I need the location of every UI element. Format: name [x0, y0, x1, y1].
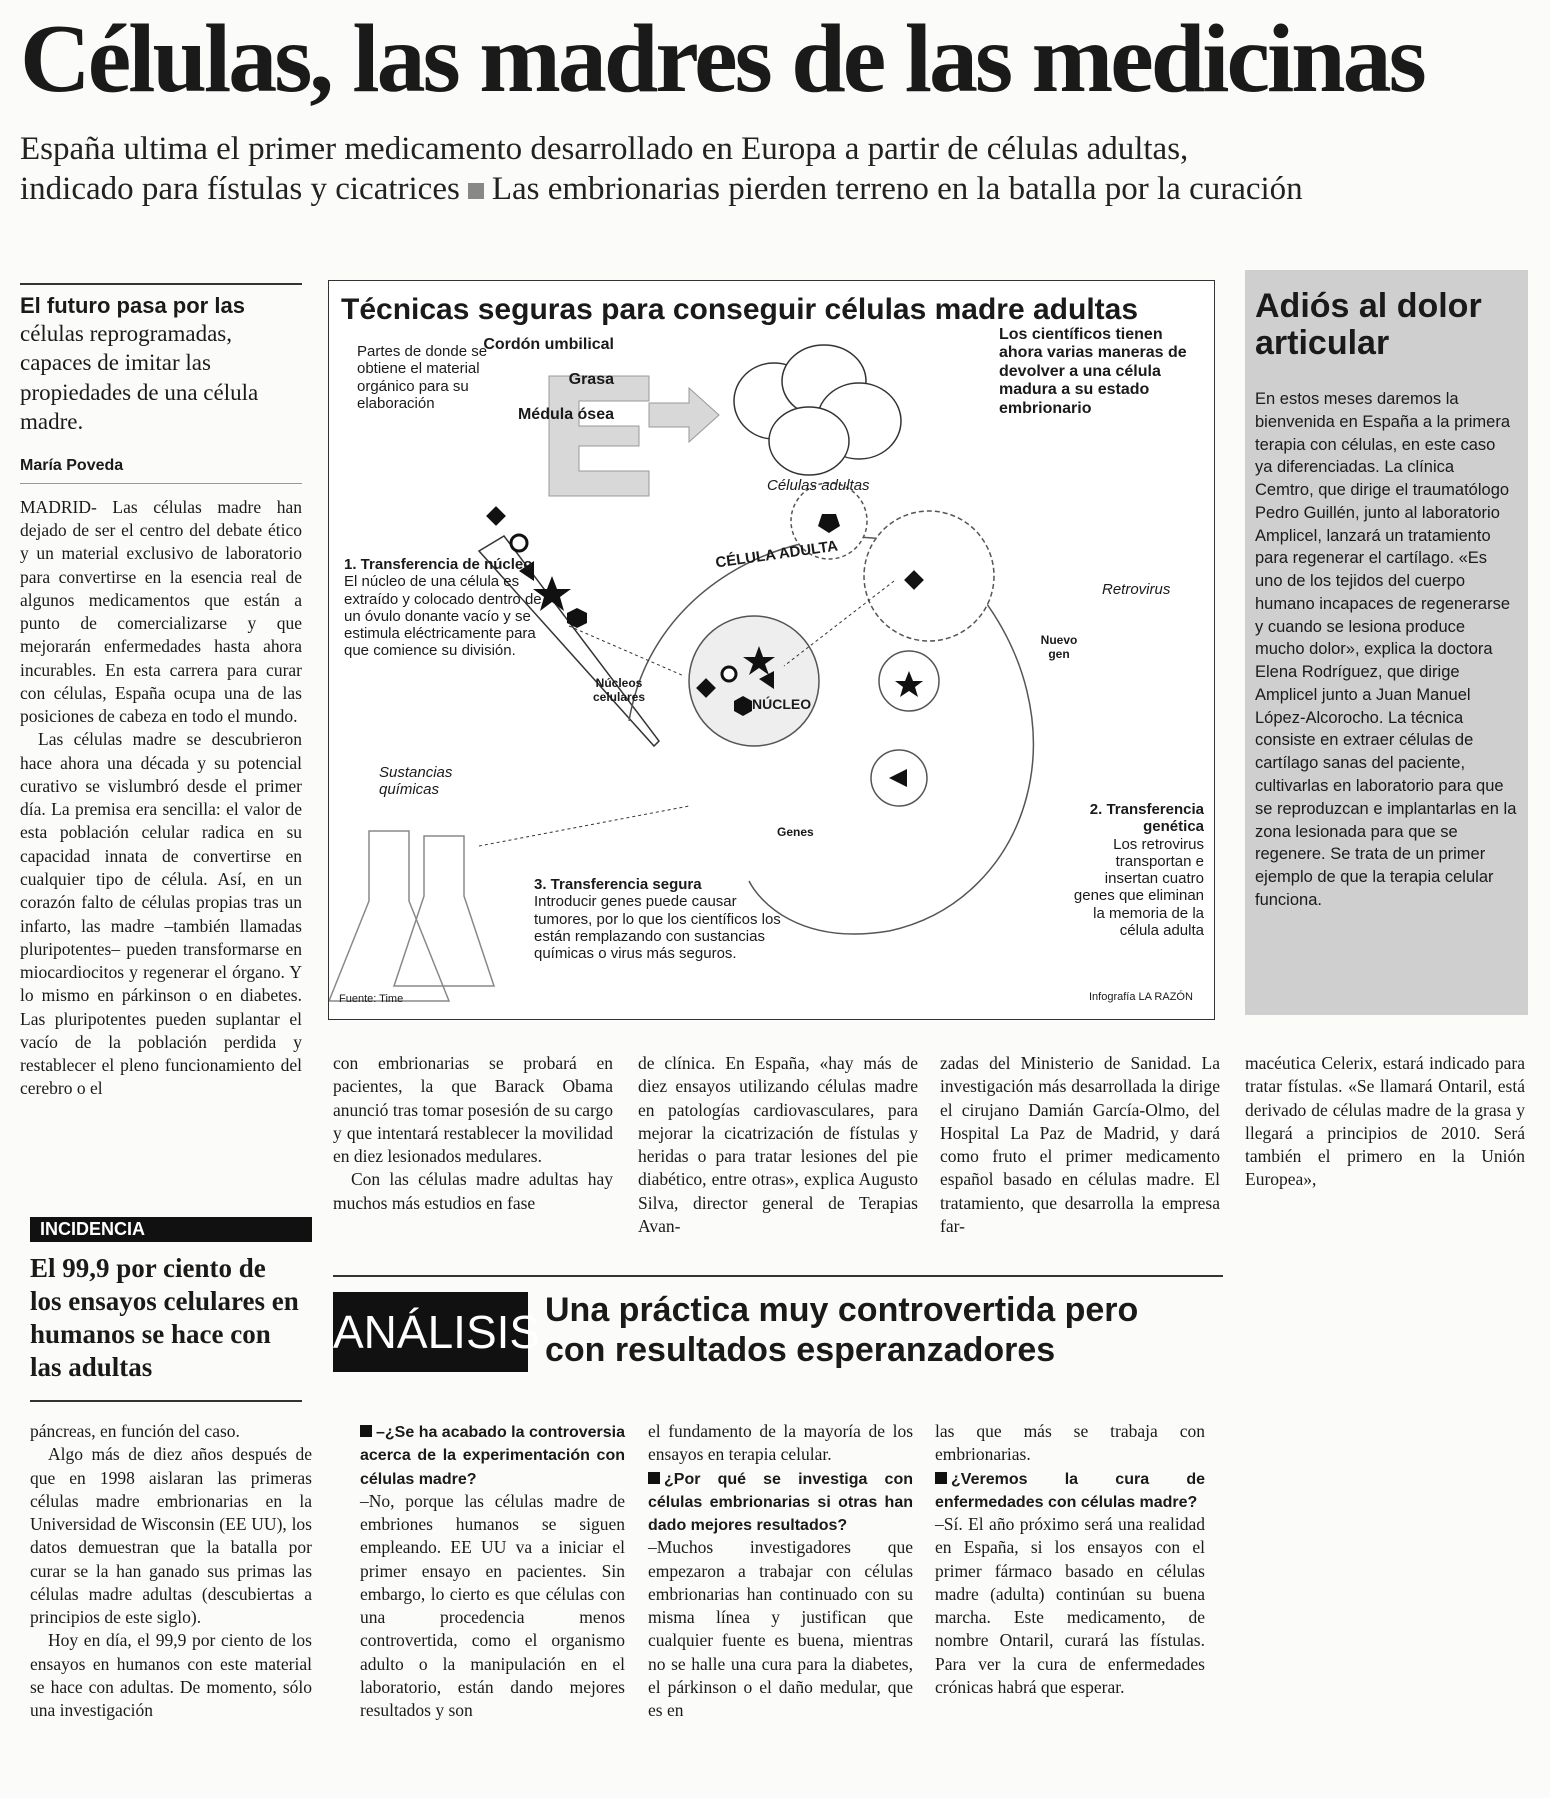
analisis-column-2 [648, 1420, 913, 1722]
infographic-title: Técnicas seguras para conseguir células madre adultas [341, 293, 1139, 326]
dek [20, 130, 1520, 209]
transfer-1-text: El núcleo de una célula es extraído y colocado dentro de un óvulo donante vacío y se estimula eléctricamente para que comience su división. [344, 573, 542, 660]
body-paragraph: páncreas, en función del caso. [30, 1421, 240, 1441]
adult-cells-caption: Células adultas [767, 477, 870, 494]
source-medula: Médula ósea [517, 406, 614, 423]
sidebar-title: Adiós al dolor articular [1255, 287, 1482, 363]
left-column-lower [30, 1420, 312, 1722]
mid-column-2 [638, 1052, 918, 1238]
celula-adulta-label: CÉLULA ADULTA [714, 537, 839, 572]
adult-cells-icon [734, 345, 901, 475]
body-paragraph: macéutica Celerix, estará indicado para tratar fístulas. «Se llamará Ontaril, está derivado de células madre de la grasa y llegará a principios de 2010. Será también el primero en la Unión Europea», [1245, 1053, 1525, 1190]
partes-label: Partes de donde se obtiene el material orgánico para su elaboración [357, 343, 488, 412]
dek-line1: España ultima el primer medicamento desarrollado en Europa a partir de células adultas, [20, 131, 1189, 167]
separator-square-icon [468, 183, 484, 199]
flasks-icon [329, 831, 494, 1001]
transfer-1-title: 1. Transferencia de núcleo [344, 556, 533, 573]
right-note: Los científicos tienen ahora varias maneras de devolver a una célula madura a su estado embrionario [999, 326, 1187, 417]
body-paragraph: Con las células madre adultas hay muchos más estudios en fase [333, 1169, 613, 1213]
mid-column-1 [333, 1052, 613, 1215]
sidebar-box [1245, 270, 1528, 1015]
analisis-label: ANÁLISIS [333, 1292, 528, 1372]
question: –¿Se ha acabado la controversia acerca de la experimentación con células madre? [360, 1424, 625, 1488]
transfer-2-title: 2. Transferencia genética [1089, 801, 1204, 836]
analisis-title [545, 1290, 1138, 1370]
dek-line2b: Las embrionarias pierden terreno en la batalla por la curación [491, 170, 1303, 207]
question: ¿Por qué se investiga con células embrionarias si otras han dado mejores resultados? [648, 1470, 913, 1535]
body-paragraph: Hoy en día, el 99,9 por ciento de los ensayos en humanos con este material se hace con adultas. De momento, sólo una investigación [30, 1630, 312, 1721]
question: ¿Veremos la cura de enfermedades con células madre? [935, 1470, 1205, 1511]
fuente: Fuente: Time [339, 993, 404, 1005]
transfer-3-title: 3. Transferencia segura [534, 876, 702, 893]
answer: –Sí. El año próximo será una realidad en España, si los ensayos con el primer fármaco basado en células madre (adulta) continúan su buena marcha. Este medicamento, de nombre Ontaril, curará las fístulas. Para ver la cura de enfermedades crónicas habrá que esperar. [935, 1514, 1205, 1697]
nucleo-label: NÚCLEO [752, 696, 812, 712]
body-paragraph: MADRID- Las células madre han dejado de ser el centro del debate ético y un material exclusivo de laboratorio para convertirse en la esencia real de algunos medicamentos que están a punto de comercializarse y que mejorarán enfermedades hasta ahora incurables. En esta carrera para curar con células, España ocupa una de las posiciones de cabeza en todo el mundo. [20, 496, 302, 727]
answer: –No, porque las células madre de embriones humanos se siguen empleando. EE UU va a iniciar el primer ensayo en pacientes. Sin embargo, lo cierto es que células con una procedencia menos controvertida, como el organismo adulto o la manipulación en el laboratorio, están dando mejores resultados y son [360, 1490, 625, 1721]
transfer-3-text: Introducir genes puede causar tumores, por lo que los científicos los están remplazando con sustancias químicas o virus más seguros. [534, 893, 781, 962]
source-grasa: Grasa [568, 371, 614, 388]
transfer-2-text: Los retrovirus transportan e insertan cuatro genes que eliminan la memoria de la célula adulta [1073, 835, 1204, 939]
lead-text: células reprogramadas, capaces de imitar las propiedades de una célula madre. [20, 321, 259, 435]
transfer-3 [534, 876, 799, 962]
nucleos-celulares-label: Núcleos celulares [592, 676, 646, 704]
retrovirus-label: Retrovirus [1102, 581, 1171, 598]
sources-arrow-icon [549, 376, 719, 496]
body-paragraph: con embrionarias se probará en pacientes, la que Barack Obama anunció tras tomar posesión de su cargo y que intentará restablecer la movilidad en diez lesionados medulares. [333, 1053, 613, 1167]
bullet-icon [935, 1472, 947, 1484]
analisis-title-line1: Una práctica muy controvertida pero [545, 1291, 1139, 1329]
mid-column-4 [1245, 1052, 1525, 1192]
body-paragraph: Las células madre se descubrieron hace ahora una década y su potencial curativo se vislumbró desde el primer día. La premisa era sencilla: el valor de esta población celular radica en su capacidad innata de convertirse en cualquier tipo de célula. Así, en un corazón falto de células propias tras un infarto, las madre –también llamadas pluripotentes– pueden transformarse en miocardiocitos y regenerar el órgano. Y lo mismo en párkinson o en diabetes. Las pluripotentes pueden suplantar el vacío de la población perdida y restablecer el pleno funcionamiento del cerebro o el [20, 729, 302, 1099]
retrovirus-icon [864, 511, 994, 641]
body-paragraph: de clínica. En España, «hay más de diez ensayos utilizando células madre en patologías cardiovasculares, para mejorar la cicatrización de fístulas y heridas o para tratar lesiones del pie diabético, entre otras», explica Augusto Silva, director general de Terapias Avan- [638, 1053, 918, 1236]
analisis-column-3 [935, 1420, 1205, 1699]
body-paragraph: zadas del Ministerio de Sanidad. La investigación más desarrollada la dirige el cirujano Damián García-Olmo, del Hospital La Paz de Madrid, y dará como fruto el primer medicamento español basado en células madre. El tratamiento, que desarrolla la empresa far- [940, 1053, 1220, 1236]
infographic [328, 280, 1215, 1020]
genes-label: Genes [777, 825, 814, 839]
answer: las que más se trabaja con embrionarias. [935, 1421, 1205, 1465]
byline: María Poveda [20, 456, 124, 474]
analisis-title-line2: con resultados esperanzadores [545, 1331, 1056, 1370]
kicker: El futuro pasa por las [20, 293, 245, 318]
incidencia-label: INCIDENCIA [30, 1217, 312, 1242]
credit: Infografía LA RAZÓN [1089, 991, 1193, 1003]
incidencia-rule [30, 1400, 302, 1402]
transfer-2 [1064, 801, 1204, 939]
dek-line2a: indicado para fístulas y cicatrices [20, 170, 460, 207]
incidencia-quote: El 99,9 por ciento de los ensayos celulares en humanos se hace con las adultas [30, 1253, 299, 1382]
answer: –Muchos investigadores que empezaron a trabajar con células embrionarias han continuado con su misma línea y justifican que cualquier fuente es buena, mientras no se halle una cura para la diabetes, el párkinson o el daño medular, que es en [648, 1537, 913, 1721]
source-cordon: Cordón umbilical [483, 336, 614, 353]
bullet-icon [648, 1472, 660, 1484]
nuevo-gen-label: Nuevo gen [1040, 633, 1078, 661]
analisis-rule [333, 1275, 1223, 1277]
transfer-1 [344, 556, 554, 660]
left-top-rule [20, 283, 302, 285]
dek-line2 [20, 170, 1520, 210]
headline: Células, las madres de las medicinas [20, 5, 1424, 113]
sustancias-label: Sustancias químicas [379, 764, 453, 798]
body-paragraph: Algo más de diez años después de que en 1998 aislaran las primeras células madre embrionarias en la Universidad de Wisconsin (EE UU), los datos demuestran que la batalla por curar se la han ganado sus primas las células madre adultas (descubiertas a principios de este siglo). [30, 1444, 312, 1628]
byline-rule [20, 483, 302, 484]
answer: el fundamento de la mayoría de los ensayos en terapia celular. [648, 1421, 913, 1465]
mid-column-3 [940, 1052, 1220, 1238]
sidebar-text: En estos meses daremos la bienvenida en España a la primera terapia con células, en este caso ya diferenciadas. La clínica Cemtro, que dirige el traumatólogo Pedro Guillén, junto al laboratorio Amplicel, lanzará un tratamiento para regenerar el cartílago. «Es uno de los tejidos del cuerpo humano incapaces de regenerarse y cuando se lesiona produce mucho dolor», explica la doctora Elena Rodríguez, que dirige Amplicel junto a Juan Manuel López-Alcorocho. La técnica consiste en extraer células de cartílago sanas del paciente, cultivarlas en laboratorio para que se reproduzcan e implantarlas en la zona lesionada para que se regenere. Se trata de un primer ejemplo de que la terapia celular funciona. [1255, 390, 1517, 909]
bullet-icon [360, 1425, 372, 1437]
analisis-column-1 [360, 1420, 625, 1722]
left-column [20, 293, 302, 1101]
